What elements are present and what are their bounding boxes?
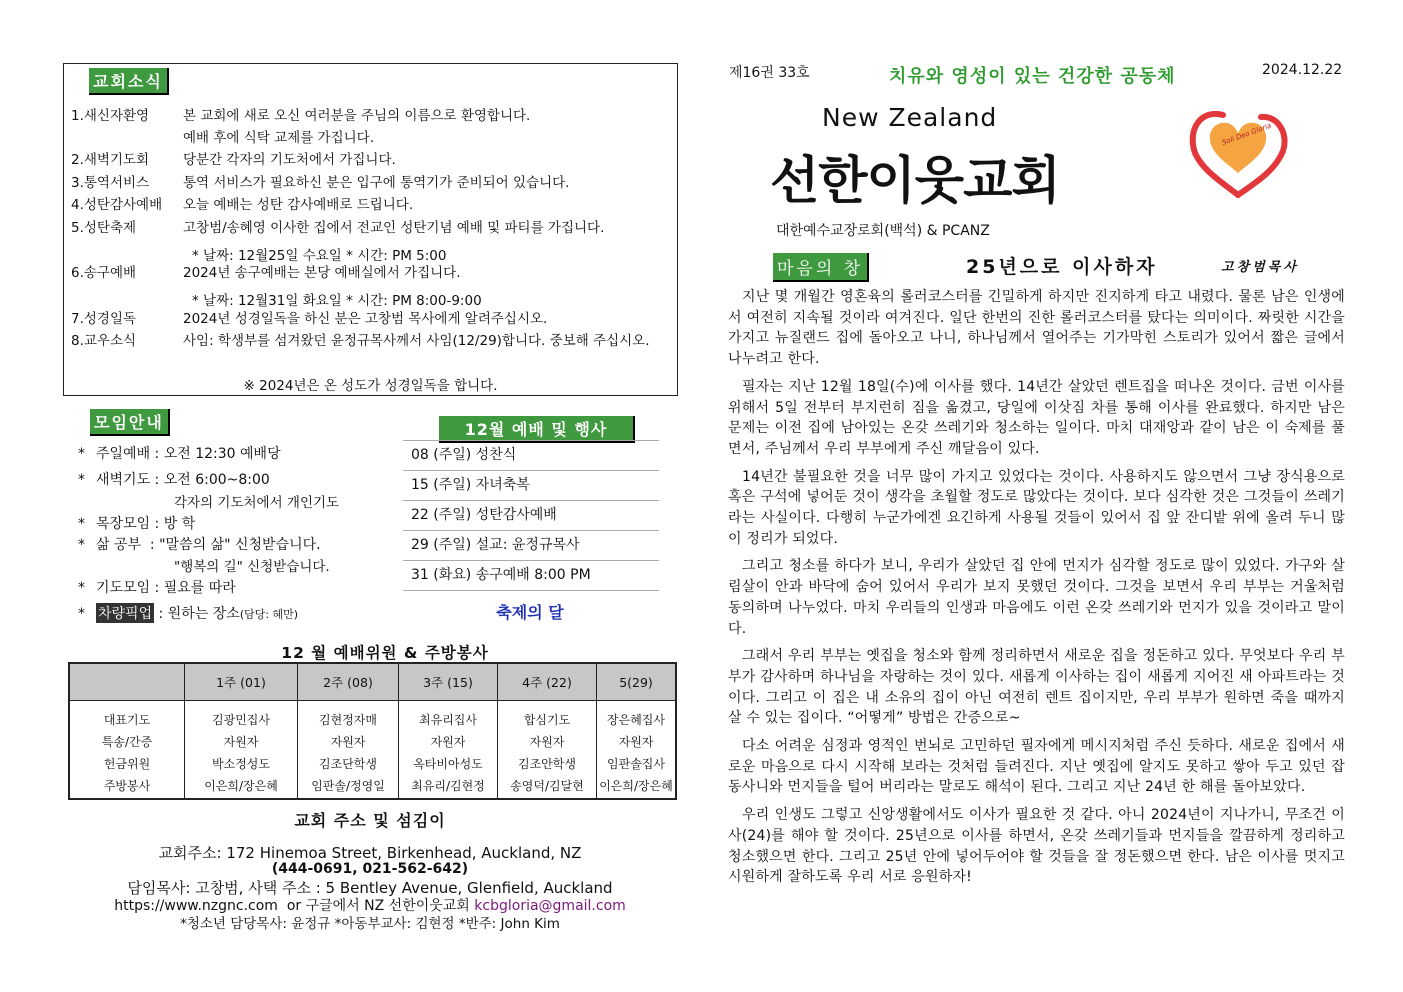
denomination: 대한예수교장로회(백석) & PCANZ xyxy=(776,223,990,239)
dawn-prayer-sub: 각자의 기도처에서 개인기도 xyxy=(174,495,340,511)
article-paragraph: 그래서 우리 부부는 옛집을 청소와 함께 정리하면서 새로운 집을 정돈하고 있다. 무엇보다 우리 부부가 감사하며 하나님을 자랑하는 것이 있다. 새롭게 이사하는 집이 새롭게 지어진 새 아파트라는 것이다. 그리고 이 집은 내 소유의 집이 아닌 여전히 렌트 집이지만, 우리 부부가 원하면 죽을 때까지 살 수 있는 집이다. “어떻게” 방법은 간증으로~ xyxy=(728,648,1345,727)
article-body xyxy=(728,287,1345,895)
staff-line: *청소년 담당목사: 윤정규 *아동부교사: 김현정 *반주: John Kim xyxy=(180,916,560,932)
roster-body-row xyxy=(69,701,676,800)
roster-title: 12 월 예배위원 & 주방봉사 xyxy=(281,644,489,662)
logo-text: Soli Deo Gloria xyxy=(1220,121,1273,147)
roster-header: 2주 (08) xyxy=(298,663,399,701)
roster-table xyxy=(68,662,677,800)
events-title: 12월 예배 및 행사 xyxy=(439,416,635,443)
article-paragraph: 다소 어려운 심정과 영적인 번뇌로 고민하던 필자에게 메시지처럼 주신 듯하다. 새로운 집에서 새로운 마음으로 다시 시작해 보라는 것처럼 들려진다. 지난 옛집에 알지도 못하고 쌓아 두고 있던 잡동사니와 먼지들을 털어 버리라는 말로도 해석이 된다. 그리고 지난 24년 한 해를 돌아보았다. xyxy=(728,738,1345,796)
meetings-title: 모임안내 xyxy=(90,409,170,436)
address-title: 교회 주소 및 섬김이 xyxy=(294,811,446,830)
bulletin-date: 2024.12.22 xyxy=(1262,62,1343,78)
article-paragraph: 그리고 청소를 하다가 보니, 우리가 살았던 집 안에 먼지가 심각할 정도로 많이 있었다. 가구와 살림살이 안과 바닥에 숨어 있어서 우리가 보지 못했던 것이다. 그것을 보면서 우리 부부는 거울처럼 동의하며 나누었다. 마치 우리들의 인생과 마음에도 이런 온갖 쓰레기와 먼지가 있을 것이라고 말이다. xyxy=(728,558,1345,637)
author-signature: 고창범목사 xyxy=(1221,260,1299,275)
bible-reading-note: ※ 2024년은 온 성도가 성경일독을 합니다. xyxy=(243,378,498,394)
roster-week-2: 김현정자매 자원자 김조단학생 임판솔/정영일 xyxy=(298,701,399,800)
meeting-item: * 주일예배 : 오전 12:30 예배당 xyxy=(78,446,281,462)
event-item: 15 (주일) 자녀축복 xyxy=(403,470,659,500)
roster-header xyxy=(69,663,185,701)
roster-week-1: 김광민집사 자원자 박소정성도 이은희/장은혜 xyxy=(185,701,298,800)
church-name: 선한이웃교회 xyxy=(770,152,1060,211)
email-link[interactable]: kcbgloria@gmail.com xyxy=(474,898,626,914)
events-list xyxy=(403,440,659,591)
issue-number: 제16권 33호 xyxy=(729,65,810,81)
article-paragraph: 지난 몇 개월간 영혼육의 롤러코스터를 긴밀하게 하지만 진지하게 타고 내렸다. 물론 남은 인생에서 여전히 지속될 것이라 여겨진다. 일단 한번의 진한 롤러코스터를 탔다는 의미이다. 짜릿한 시간을 가지고 뉴질랜드 집에 돌아오고 나니, 하나님께서 열어주는 기가막힌 스토리가 있어서 짧은 글에서 나누려고 한다. xyxy=(728,289,1345,368)
meeting-item: * 삶 공부 : "말씀의 삶" 신청받습니다. xyxy=(78,537,321,553)
roster-header: 3주 (15) xyxy=(399,663,498,701)
meeting-item: * 차량픽업 : 원하는 장소(담당: 혜만) xyxy=(78,603,298,623)
roster-header: 1주 (01) xyxy=(185,663,298,701)
column-tag: 마음의 창 xyxy=(773,253,869,282)
roster-roles: 대표기도 특송/간증 헌금위원 주방봉사 xyxy=(101,713,153,793)
roster-week-4: 합심기도 자원자 김조안학생 송영덕/김달현 xyxy=(498,701,597,800)
pastor-address: 담임목사: 고창범, 사택 주소 : 5 Bentley Avenue, Glenfield, Auckland xyxy=(127,879,613,897)
church-motto: 치유와 영성이 있는 건강한 공동체 xyxy=(889,66,1176,87)
meeting-item: * 기도모임 : 필요를 따라 xyxy=(78,580,236,596)
roster-week-3: 최유리집사 자원자 옥타비아성도 최유리/김현정 xyxy=(399,701,498,800)
event-item: 31 (화요) 송구예배 8:00 PM xyxy=(403,560,659,591)
event-item: 29 (주일) 설교: 윤정규목사 xyxy=(403,530,659,560)
article-title: 25년으로 이사하자 xyxy=(966,256,1158,278)
article-paragraph: 14년간 불필요한 것을 너무 많이 가지고 있었다는 것이다. 사용하지도 않으면서 그냥 장식용으로 혹은 구석에 넣어둔 것이 생각을 초월할 정도로 많았다는 것이다. 보다 심각한 것은 그것들이 쓰레기라는 사실이다. 다행히 누군가에겐 요긴하게 사용될 것들이 있어서 집 앞 잔디밭 위에 올려 두니 많이 정리가 되었다. xyxy=(728,468,1345,547)
festival-month-label: 축제의 달 xyxy=(496,603,564,622)
event-item: 08 (주일) 성찬식 xyxy=(403,440,659,470)
roster-header: 4주 (22) xyxy=(498,663,597,701)
festival-detail: * 날짜: 12월25일 수요일 * 시간: PM 5:00 xyxy=(192,248,447,264)
roster-week-5: 장은혜집사 자원자 임판솔집사 이은희/장은혜 xyxy=(597,701,677,800)
church-news-title: 교회소식 xyxy=(89,68,169,95)
roster-header-row xyxy=(69,663,676,701)
website-link[interactable]: https://www.nzgnc.com or 구글에서 NZ 선한이웃교회 xyxy=(114,898,475,914)
meeting-item: * 목장모임 : 방 학 xyxy=(78,516,196,532)
year-end-detail: * 날짜: 12월31일 화요일 * 시간: PM 8:00-9:00 xyxy=(192,293,482,309)
country-label: New Zealand xyxy=(822,103,998,132)
article-paragraph: 우리 인생도 그렇고 신앙생활에서도 이사가 필요한 것 같다. 아니 2024년이 지나가니, 무조건 이사(24)를 해야 할 것이다. 25년으로 이사를 하면서, 온갖 쓰레기들과 먼지들을 깔끔하게 정리하고 청소했으면 한다. 그리고 25년 안에 넣어두어야 할 것들을 잘 정돈했으면 한다. 남은 이사를 멋지고 시원하게 잘하도록 우리 서로 응원하자! xyxy=(728,807,1345,886)
meeting-item: * 새벽기도 : 오전 6:00~8:00 xyxy=(78,472,270,488)
life-study-sub: "행복의 길" 신청받습니다. xyxy=(174,559,330,575)
church-news-box: 교회소식 1.새신자환영 본 교회에 새로 오신 여러분을 주님의 이름으로 환영합니다. 예배 후에 식탁 교제를 가집니다. 2.새벽기도회 당분간 각자의 기도처에서 가집니다. 3.통역서비스 통역 서비스가 필요하신 분은 입구에 통역기가 준비되어 있습니다. 4.성탄감사예배 오늘 예배는 성탄 감사예배로 드립니다. 5.성탄축제 고창범/송혜영 이사한 집에서 전교인 성탄기념 예배 및 파티를 가집니다. * 날짜: 12월25일 수요일 * 시간: PM 5:00 6.송구예배 2024년 송구예배는 본당 예배실에서 가집니다. * 날짜: 12월31일 화요일 * 시간: PM 8:00-9:00 7.성경일독 2024년 성경일독을 하신 분은 고창범 목사에게 알려주십시오. 8.교우소식 사임: 학생부를 섬겨왔던 윤정규목사께서 사임(12/29)합니다. 중보해 주십시오. ※ 2024년은 온 성도가 성경일독을 합니다. xyxy=(63,63,678,396)
heart-hands-logo-icon xyxy=(1183,107,1293,202)
church-address: 교회주소: 172 Hinemoa Street, Birkenhead, Auckland, NZ xyxy=(158,844,582,862)
event-item: 22 (주일) 성탄감사예배 xyxy=(403,500,659,530)
article-paragraph: 필자는 지난 12월 18일(수)에 이사를 했다. 14년간 살았던 렌트집을 떠나온 것이다. 금번 이사를 위해서 5일 전부터 부지런히 짐을 옮겼고, 당일에 이삿짐 차를 통해 이사를 완료했다. 하지만 남은 문제는 이전 집에 남아있는 온갖 쓰레기와 청소하는 일이다. 마치 대재앙과 같이 남은 이 숙제를 풀면서, 주님께서 우리 부부에게 주신 깨달음이 있다. xyxy=(728,378,1345,457)
roster-header: 5(29) xyxy=(597,663,677,701)
church-phone: (444-0691, 021-562-642) xyxy=(271,861,469,877)
